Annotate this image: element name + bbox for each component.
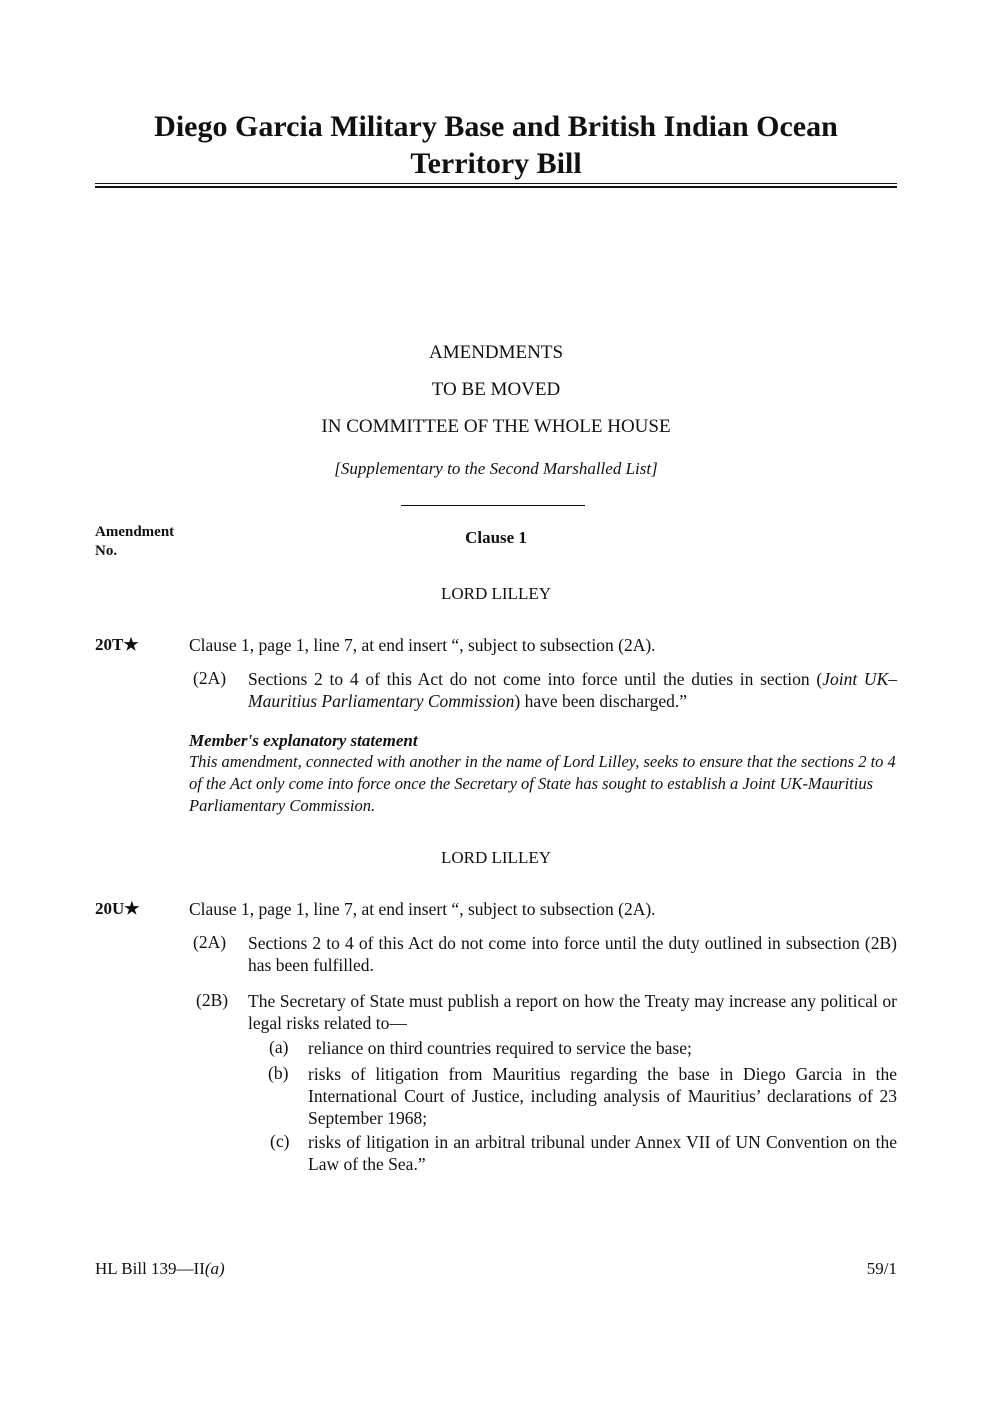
- amendment-number: 20U★: [95, 899, 140, 918]
- amendment-number: 20T★: [95, 635, 139, 654]
- amendment-instruction: Clause 1, page 1, line 7, at end insert “, subject to subsection (2A).: [189, 899, 656, 919]
- subsection-text: Sections 2 to 4 of this Act do not come into force until the duties in section (Joint UK–Mauritius Parliamentary Commission) have been discharged.”: [248, 669, 897, 711]
- heading-committee: IN COMMITTEE OF THE WHOLE HOUSE: [321, 416, 671, 437]
- heading-to-be-moved: TO BE MOVED: [431, 379, 561, 400]
- subsection-label: (2B): [196, 990, 229, 1010]
- subtitle: [Supplementary to the Second Marshalled List]: [334, 459, 658, 478]
- explanatory-statement-heading: Member's explanatory statement: [189, 731, 418, 750]
- amendment-header-line2: No.: [95, 543, 118, 559]
- paragraph-text: reliance on third countries required to service the base;: [308, 1038, 692, 1058]
- amendment-header-line1: Amendment: [95, 524, 175, 540]
- subsection-text: Sections 2 to 4 of this Act do not come into force until the duty outlined in subsection (2B) has been fulfilled.: [248, 933, 897, 975]
- title-double-rule: [95, 183, 897, 189]
- bill-title: Diego Garcia Military Base and British Indian Ocean Territory Bill: [154, 110, 838, 180]
- paragraph-label: (c): [270, 1131, 290, 1151]
- member-name: LORD LILLEY: [440, 584, 551, 603]
- subsection-label: (2A): [193, 932, 227, 952]
- divider-rule: [401, 505, 585, 506]
- page-reference: 59/1: [866, 1259, 897, 1278]
- explanatory-statement-text: This amendment, connected with another in the name of Lord Lilley, seeks to ensure that the sections 2 to 4 of the Act only come into force once the Secretary of State has sought to establish a Joint UK-Mauritius Parliamentary Commission.: [189, 752, 896, 815]
- paragraph-text: risks of litigation in an arbitral tribunal under Annex VII of UN Convention on the Law of the Sea.”: [308, 1132, 897, 1174]
- paragraph-text: risks of litigation from Mauritius regarding the base in Diego Garcia in the International Court of Justice, including analysis of Mauritius’ declarations of 23 September 1968;: [308, 1064, 897, 1128]
- paragraph-label: (b): [268, 1063, 289, 1083]
- bill-reference: HL Bill 139—II(a): [95, 1259, 225, 1278]
- member-name: LORD LILLEY: [440, 848, 551, 867]
- subsection-text: The Secretary of State must publish a report on how the Treaty may increase any political or legal risks related to—: [248, 991, 897, 1033]
- heading-amendments: AMENDMENTS: [428, 342, 564, 363]
- clause-heading: Clause 1: [465, 528, 527, 547]
- paragraph-label: (a): [269, 1037, 289, 1057]
- subsection-label: (2A): [193, 668, 227, 688]
- amendment-instruction: Clause 1, page 1, line 7, at end insert “, subject to subsection (2A).: [189, 635, 656, 655]
